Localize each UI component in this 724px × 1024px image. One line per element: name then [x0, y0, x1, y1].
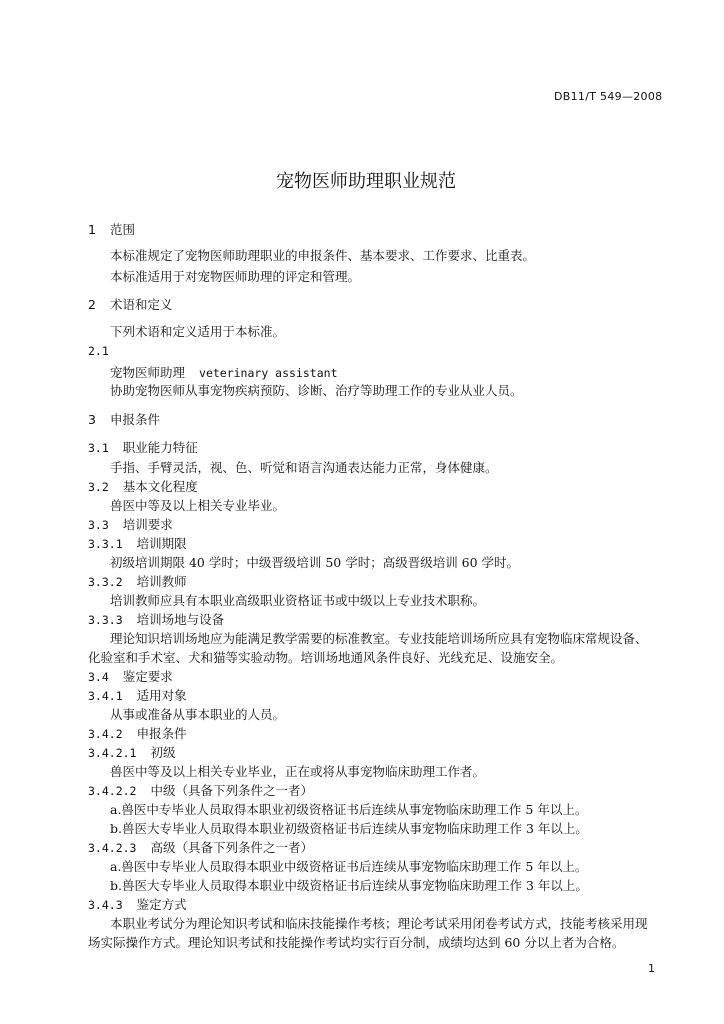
paragraph-line: 化验室和手术室、犬和猫等实验动物。培训场地通风条件良好、光线充足、设施安全。	[88, 650, 564, 665]
document-code: DB11/T 549—2008	[554, 90, 663, 103]
clause-3-3-3-heading	[88, 610, 224, 628]
clause-3-1-heading	[88, 438, 198, 456]
section-title: 术语和定义	[109, 297, 173, 312]
section-number: 2	[88, 297, 96, 312]
clause-title: 培训场地与设备	[136, 612, 225, 627]
term-english: veterinary assistant	[199, 366, 338, 380]
clause-3-4-2-heading	[88, 724, 187, 742]
list-item: a.兽医中专毕业人员取得本职业初级资格证书后连续从事宠物临床助理工作 5 年以上。	[110, 802, 588, 817]
section-number: 3	[88, 412, 96, 427]
clause-3-4-2-1-heading	[88, 743, 175, 761]
section-3-heading	[88, 410, 160, 428]
clause-title: 基本文化程度	[122, 479, 198, 494]
clause-number: 3.4.2.2	[88, 784, 137, 798]
paragraph-line: 场实际操作方式。理论知识考试和技能操作考试均实行百分制，成绩均达到 60 分以上者为合格。	[88, 935, 625, 950]
paragraph: 培训教师应具有本职业高级职业资格证书或中级以上专业技术职称。	[110, 593, 486, 608]
paragraph: 兽医中等及以上相关专业毕业。	[110, 498, 286, 513]
paragraph: 手指、手臂灵活，视、色、听觉和语言沟通表达能力正常，身体健康。	[110, 460, 498, 475]
term	[110, 363, 338, 381]
clause-3-4-3-heading	[88, 895, 187, 913]
section-2-heading	[88, 295, 172, 313]
document-title: 宠物医师助理职业规范	[276, 171, 456, 192]
clause-title: 培训要求	[122, 517, 173, 532]
clause-3-4-1-heading	[88, 686, 187, 704]
clause-number: 3.1	[88, 441, 109, 455]
clause-number: 3.4	[88, 670, 109, 684]
clause-3-4-2-3-heading	[88, 838, 313, 856]
clause-number: 3.2	[88, 480, 109, 494]
clause-3-3-1-heading	[88, 534, 187, 552]
paragraph: 本标准适用于对宠物医师助理的评定和管理。	[110, 269, 361, 284]
paragraph: 从事或准备从事本职业的人员。	[110, 707, 286, 722]
clause-3-4-heading	[88, 667, 173, 685]
clause-title: 申报条件	[136, 726, 187, 741]
clause-number: 3.4.2.3	[88, 841, 137, 855]
paragraph: 兽医中等及以上相关专业毕业，正在或将从事宠物临床助理工作者。	[110, 764, 486, 779]
clause-number: 3.4.2.1	[88, 746, 137, 760]
paragraph: 初级培训期限 40 学时；中级晋级培训 50 学时；高级晋级培训 60 学时。	[110, 555, 520, 570]
clause-title: 职业能力特征	[122, 440, 198, 455]
term-chinese: 宠物医师助理	[110, 365, 186, 380]
clause-title: 鉴定要求	[122, 669, 173, 684]
clause-title: 鉴定方式	[136, 897, 187, 912]
list-item: b.兽医大专毕业人员取得本职业中级资格证书后连续从事宠物临床助理工作 3 年以上。	[110, 878, 588, 893]
section-title: 申报条件	[109, 412, 160, 427]
clause-title: 培训教师	[136, 574, 187, 589]
clause-3-4-2-2-heading	[88, 781, 313, 799]
clause-3-3-heading	[88, 515, 173, 533]
list-item: a.兽医中专毕业人员取得本职业中级资格证书后连续从事宠物临床助理工作 5 年以上。	[110, 859, 588, 874]
list-item: b.兽医大专毕业人员取得本职业初级资格证书后连续从事宠物临床助理工作 3 年以上。	[110, 821, 588, 836]
clause-number: 3.3.1	[88, 537, 123, 551]
paragraph-line: 理论知识培训场地应为能满足教学需要的标准教室。专业技能培训场所应具有宠物临床常规设备、	[110, 631, 648, 646]
clause-3-2-heading	[88, 477, 198, 495]
clause-title: 初级	[150, 745, 176, 760]
paragraph-line: 本职业考试分为理论知识考试和临床技能操作考核；理论考试采用闭卷考试方式，技能考核采用现	[110, 916, 648, 931]
page-number: 1	[648, 962, 655, 975]
clause-number: 3.4.3	[88, 898, 123, 912]
clause-number: 3.3	[88, 518, 109, 532]
paragraph: 本标准规定了宠物医师助理职业的申报条件、基本要求、工作要求、比重表。	[110, 248, 536, 263]
clause-number: 3.3.2	[88, 575, 123, 589]
clause-title: 适用对象	[136, 688, 187, 703]
clause-number: 3.4.2	[88, 727, 123, 741]
clause-3-3-2-heading	[88, 572, 187, 590]
paragraph: 下列术语和定义适用于本标准。	[110, 324, 286, 339]
clause-title: 中级（具备下列条件之一者）	[150, 783, 313, 798]
clause-title: 培训期限	[136, 536, 187, 551]
section-1-heading	[88, 220, 135, 238]
clause-number: 3.4.1	[88, 689, 123, 703]
clause-title: 高级（具备下列条件之一者）	[150, 840, 313, 855]
clause-number: 2.1	[88, 344, 109, 358]
clause-number: 3.3.3	[88, 613, 123, 627]
term-definition: 协助宠物医师从事宠物疾病预防、诊断、治疗等助理工作的专业从业人员。	[110, 383, 523, 398]
section-title: 范围	[109, 222, 135, 237]
section-number: 1	[88, 222, 96, 237]
